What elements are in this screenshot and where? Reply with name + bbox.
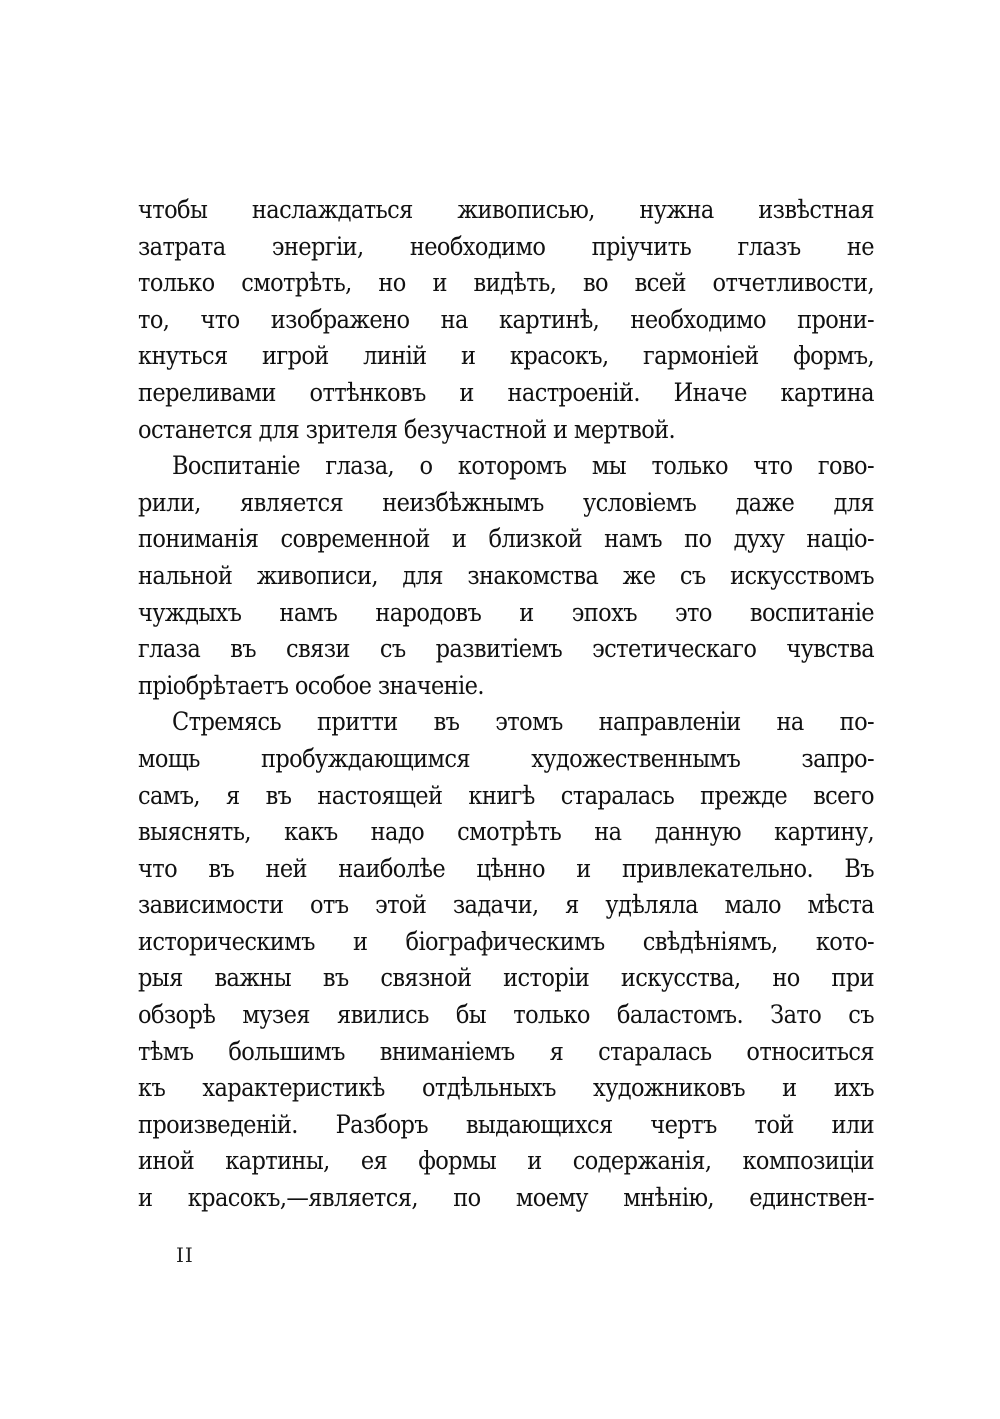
text-line: чтобы наслаждаться живописью, нужна извѣстная <box>138 195 874 224</box>
page-number: II <box>176 1243 194 1267</box>
text-line: пріобрѣтаетъ особое значеніе. <box>138 670 484 700</box>
paragraph-3 <box>138 704 874 1216</box>
text-line: произведеній. Разборъ выдающихся чертъ той или <box>138 1109 874 1139</box>
text-line: мощь пробуждающимся художественнымъ запро- <box>138 743 874 773</box>
text-line: что въ ней наиболѣе цѣнно и привлекательно. Въ <box>138 853 874 883</box>
page-body <box>138 192 874 1217</box>
text-line: глаза въ связи съ развитіемъ эстетическаго чувства <box>138 634 874 664</box>
text-line: самъ, я въ настоящей книгѣ старалась прежде всего <box>138 780 874 810</box>
text-line: иной картины, ея формы и содержанія, композиціи <box>138 1146 874 1176</box>
text-line: то, что изображено на картинѣ, необходимо прони- <box>138 304 874 334</box>
text-line: рили, является неизбѣжнымъ условіемъ даже для <box>138 487 874 517</box>
text-line: и красокъ,—является, по моему мнѣнію, единствен- <box>138 1183 874 1213</box>
text-line: переливами оттѣнковъ и настроеній. Иначе картина <box>138 377 874 407</box>
text-line: историческимъ и біографическимъ свѣдѣніямъ, кото- <box>138 926 874 956</box>
text-line: къ характеристикѣ отдѣльныхъ художниковъ и ихъ <box>138 1073 874 1103</box>
text-line: пониманія современной и близкой намъ по духу націо- <box>138 524 874 554</box>
text-line: Стремясь притти въ этомъ направленіи на по- <box>172 707 874 737</box>
text-line: только смотрѣть, но и видѣть, во всей отчетливости, <box>138 268 874 298</box>
text-line: Воспитаніе глаза, о которомъ мы только что гово- <box>172 451 874 481</box>
text-line: рыя важны въ связной исторіи искусства, но при <box>138 963 874 993</box>
paragraph-2 <box>138 448 874 704</box>
text-line: обзорѣ музея явились бы только баластомъ. Зато съ <box>138 1000 874 1030</box>
text-line: зависимости отъ этой задачи, я удѣляла мало мѣста <box>138 890 874 920</box>
text-line: чуждыхъ намъ народовъ и эпохъ это воспитаніе <box>138 597 874 627</box>
paragraph-1 <box>138 192 874 448</box>
text-line: тѣмъ большимъ вниманіемъ я старалась относиться <box>138 1036 874 1066</box>
text-line: выяснять, какъ надо смотрѣть на данную картину, <box>138 817 874 847</box>
text-line: затрата энергіи, необходимо пріучить глазъ не <box>138 231 874 261</box>
text-line: кнуться игрой линій и красокъ, гармоніей формъ, <box>138 341 874 371</box>
text-line: останется для зрителя безучастной и мертвой. <box>138 414 676 444</box>
text-line: нальной живописи, для знакомства же съ искусствомъ <box>138 560 874 590</box>
